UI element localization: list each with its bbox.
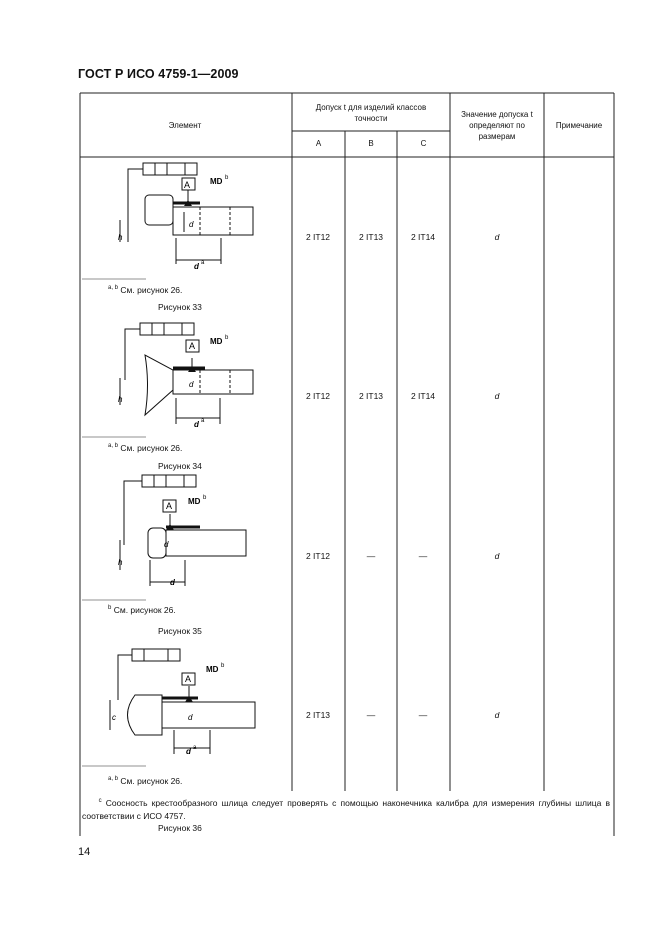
figure-note-text: См. рисунок 26. xyxy=(113,605,176,615)
figure-caption: Рисунок 35 xyxy=(158,626,202,636)
tolerance-value-cell: d xyxy=(494,710,500,720)
figure-note-text: См. рисунок 26. xyxy=(120,776,183,786)
header-note: Примечание xyxy=(555,121,603,130)
footnote-sup: c xyxy=(98,798,102,804)
class-a-cell: 2 IT12 xyxy=(305,391,331,401)
dim-da-sup-label: a xyxy=(201,260,205,266)
datum-label: A xyxy=(183,180,191,190)
datum-label: A xyxy=(184,674,192,684)
dim-d-label: d xyxy=(164,540,169,549)
figure-caption-last: Рисунок 36 xyxy=(158,823,202,833)
dim-d-label: d xyxy=(188,713,193,722)
screw-drawing-figure-34 xyxy=(100,320,270,430)
dim-h-label: h xyxy=(118,233,123,242)
header-class-b: B xyxy=(368,139,374,148)
md-sup-label: b xyxy=(225,335,229,341)
dim-d-bottom-label: d xyxy=(170,578,175,587)
class-c-cell: 2 IT14 xyxy=(410,391,436,401)
class-a-cell: 2 IT13 xyxy=(305,710,331,720)
class-b-cell: 2 IT13 xyxy=(358,232,384,242)
header-element: Элемент xyxy=(168,121,202,130)
screw-drawing-figure-35 xyxy=(100,470,270,595)
md-label: MD xyxy=(188,497,201,506)
figure-note xyxy=(108,285,182,295)
dim-da-label: d xyxy=(194,420,199,429)
tolerance-value-cell: d xyxy=(494,551,500,561)
md-label: MD xyxy=(210,337,223,346)
class-a-cell: 2 IT12 xyxy=(305,551,331,561)
header-tolerance-group: Допуск t для изделий классов точности xyxy=(315,103,427,123)
header-class-c: C xyxy=(420,139,427,148)
figure-note-text: См. рисунок 26. xyxy=(120,285,183,295)
figure-note xyxy=(108,443,182,453)
dim-d-label: d xyxy=(189,380,194,389)
footnote-text: Соосность крестообразного шлица следует проверять с помощью наконечника калибра для измерения глубины шлица в соответствии с ИСО 4757. xyxy=(82,797,610,821)
dim-da-sup-label: a xyxy=(201,418,205,424)
document-title: ГОСТ Р ИСО 4759-1—2009 xyxy=(78,67,239,81)
datum-label: A xyxy=(188,341,196,351)
md-label: MD xyxy=(206,665,219,674)
md-label: MD xyxy=(210,177,223,186)
screw-drawing-figure-36 xyxy=(100,640,270,765)
datum-label: A xyxy=(165,501,173,511)
figure-note-sup: b xyxy=(108,605,112,612)
figure-note-text: См. рисунок 26. xyxy=(120,443,183,453)
md-sup-label: b xyxy=(225,175,229,181)
class-b-cell: — xyxy=(366,710,376,720)
figure-caption: Рисунок 34 xyxy=(158,461,202,471)
md-sup-label: b xyxy=(221,663,225,669)
footnote xyxy=(82,795,610,823)
dim-da-label: d xyxy=(186,747,191,756)
class-c-cell: — xyxy=(418,551,428,561)
class-b-cell: 2 IT13 xyxy=(358,391,384,401)
tolerance-value-cell: d xyxy=(494,391,500,401)
dim-da-label: d xyxy=(194,262,199,270)
header-tolerance-value: Значение допуска t определяют по размерам xyxy=(461,110,533,141)
dim-d-label: d xyxy=(189,220,194,229)
figure-note-sup: a, b xyxy=(108,285,119,292)
figure-note-sup: a, b xyxy=(108,776,119,783)
figure-note-sup: a, b xyxy=(108,443,119,450)
dim-h-label: h xyxy=(118,395,123,404)
class-a-cell: 2 IT12 xyxy=(305,232,331,242)
tolerance-value-cell: d xyxy=(494,232,500,242)
class-c-cell: — xyxy=(418,710,428,720)
md-sup-label: b xyxy=(203,495,207,501)
class-b-cell: — xyxy=(366,551,376,561)
page-number: 14 xyxy=(78,846,91,858)
dim-h-label: h xyxy=(118,558,123,567)
figure-note xyxy=(108,605,176,615)
figure-note xyxy=(108,776,182,786)
screw-drawing-figure-33 xyxy=(100,160,270,270)
figure-caption: Рисунок 33 xyxy=(158,302,202,312)
header-class-a: A xyxy=(315,139,322,148)
dim-c-label: c xyxy=(112,713,116,722)
dim-da-sup-label: a xyxy=(193,745,197,751)
class-c-cell: 2 IT14 xyxy=(410,232,436,242)
